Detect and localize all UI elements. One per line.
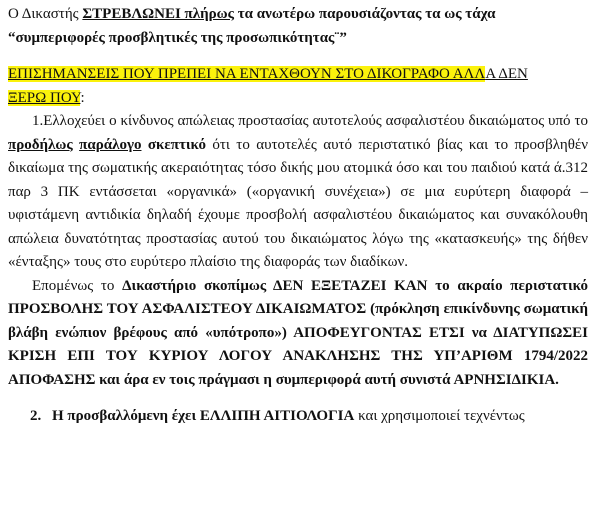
point-1-body: ότι το αυτοτελές αυτό περιστατικό βίας και το προσβληθέν δικαίωμα της σωματικής ακεραιότητας τόσο δικής μου ατομικά όσο και του παιδιού κατά ά.312 παρ 3 ΠΚ εντάσσεται «οργανικά» («οργανική συνέχεια») σε μια ευρύτερη διαφορά – υφιστάμενη αντιδικία δηλαδή έχουμε προσβολή ασφαλιστέου δικαιώματος και συνακόλουθη απώλεια δυνατότητας προστασίας αυτού του δικαιώματος λόγω της «κατασκευής» της δήθεν «ένταξης» τους στο ευρύτερο πλαίσιο της διαφοράς των διαδίκων. [8,136,589,270]
document-page [8,3,588,429]
heading-continued: Α ΔΕΝ [485,66,528,82]
consequence-bold: Δικαστήριο σκοπίμως ΔΕΝ ΕΞΕΤΑΖΕΙ ΚΑΝ το ακραίο περιστατικό ΠΡΟΣΒΟΛΗΣ ΤΟΥ ΑΣΦΑΛΙΣΤΕΟΥ ΔΙΚΑΙΩΜΑΤΟΣ (πρόκληση επικίνδυνης σωματική βλάβη ενώπιον βρέφους από «υπότροπο») ΑΠΟΦΕΥΓΟΝΤΑΣ ΕΤΣΙ να ΔΙΑΤΥΠΩΣΕΙ ΚΡΙΣΗ ΕΠΙ ΤΟΥ ΚΥΡΙΟΥ ΛΟΓΟΥ ΑΝΑΚΛΗΣΗΣ ΤΗΣ ΥΠ’ΑΡΙΘΜ 1794/2022 ΑΠΟΦΑΣΗΣ και άρα εν τοις πράγμασι η συμπεριφορά αυτή συνιστά ΑΡΝΗΣΙΔΙΚΙΑ. [8,277,588,388]
spacer [8,392,588,405]
intro-paragraph [8,3,588,50]
consequence-lead: Επομένως το [32,277,123,294]
reasoning-emphasis: σκεπτικό [141,136,206,153]
quoted-behaviours: “συμπεριφορές προσβλητικές της προσωπικότητας¨” [8,29,347,46]
intro-text: Ο Δικαστής [8,6,83,22]
point-2-paragraph [8,405,588,429]
heading-colon: : [80,89,85,106]
point-2-text: και χρησιμοποιεί τεχνέντως [354,408,525,424]
heading-highlighted: ΕΠΙΣΗΜΑΝΣΕΙΣ ΠΟΥ ΠΡΕΠΕΙ ΝΑ ΕΝΤΑΧΘΟΥΝ ΣΤΟ ΔΙΚΟΓΡΑΦΟ ΑΛΛ [8,66,486,82]
heading-highlighted-line2: ΞΕΡΩ ΠΟΥ [8,89,81,106]
absurd-emphasis: παράλογο [79,136,142,153]
spacer [8,50,588,63]
manifestly-emphasis: προδήλως [8,136,73,153]
point-1-text: 1.Ελλοχεύει ο κίνδυνος απώλειας προστασίας αυτοτελούς ασφαλιστέου δικαιώματος υπό το [32,113,588,129]
intro-bold-text: τα ανωτέρω παρουσιάζοντας τα ως τάχα [233,6,496,22]
point-2-number: 2. [30,408,42,424]
section-heading [8,63,588,110]
distorts-emphasis: ΣΤΡΕΒΛΩΝΕΙ πλήρως [82,6,234,22]
consequence-paragraph [8,275,588,393]
point-1-paragraph [8,110,588,275]
point-2-bold: Η προσβαλλόμενη έχει ΕΛΛΙΠΗ ΑΙΤΙΟΛΟΓΙΑ [52,408,355,424]
